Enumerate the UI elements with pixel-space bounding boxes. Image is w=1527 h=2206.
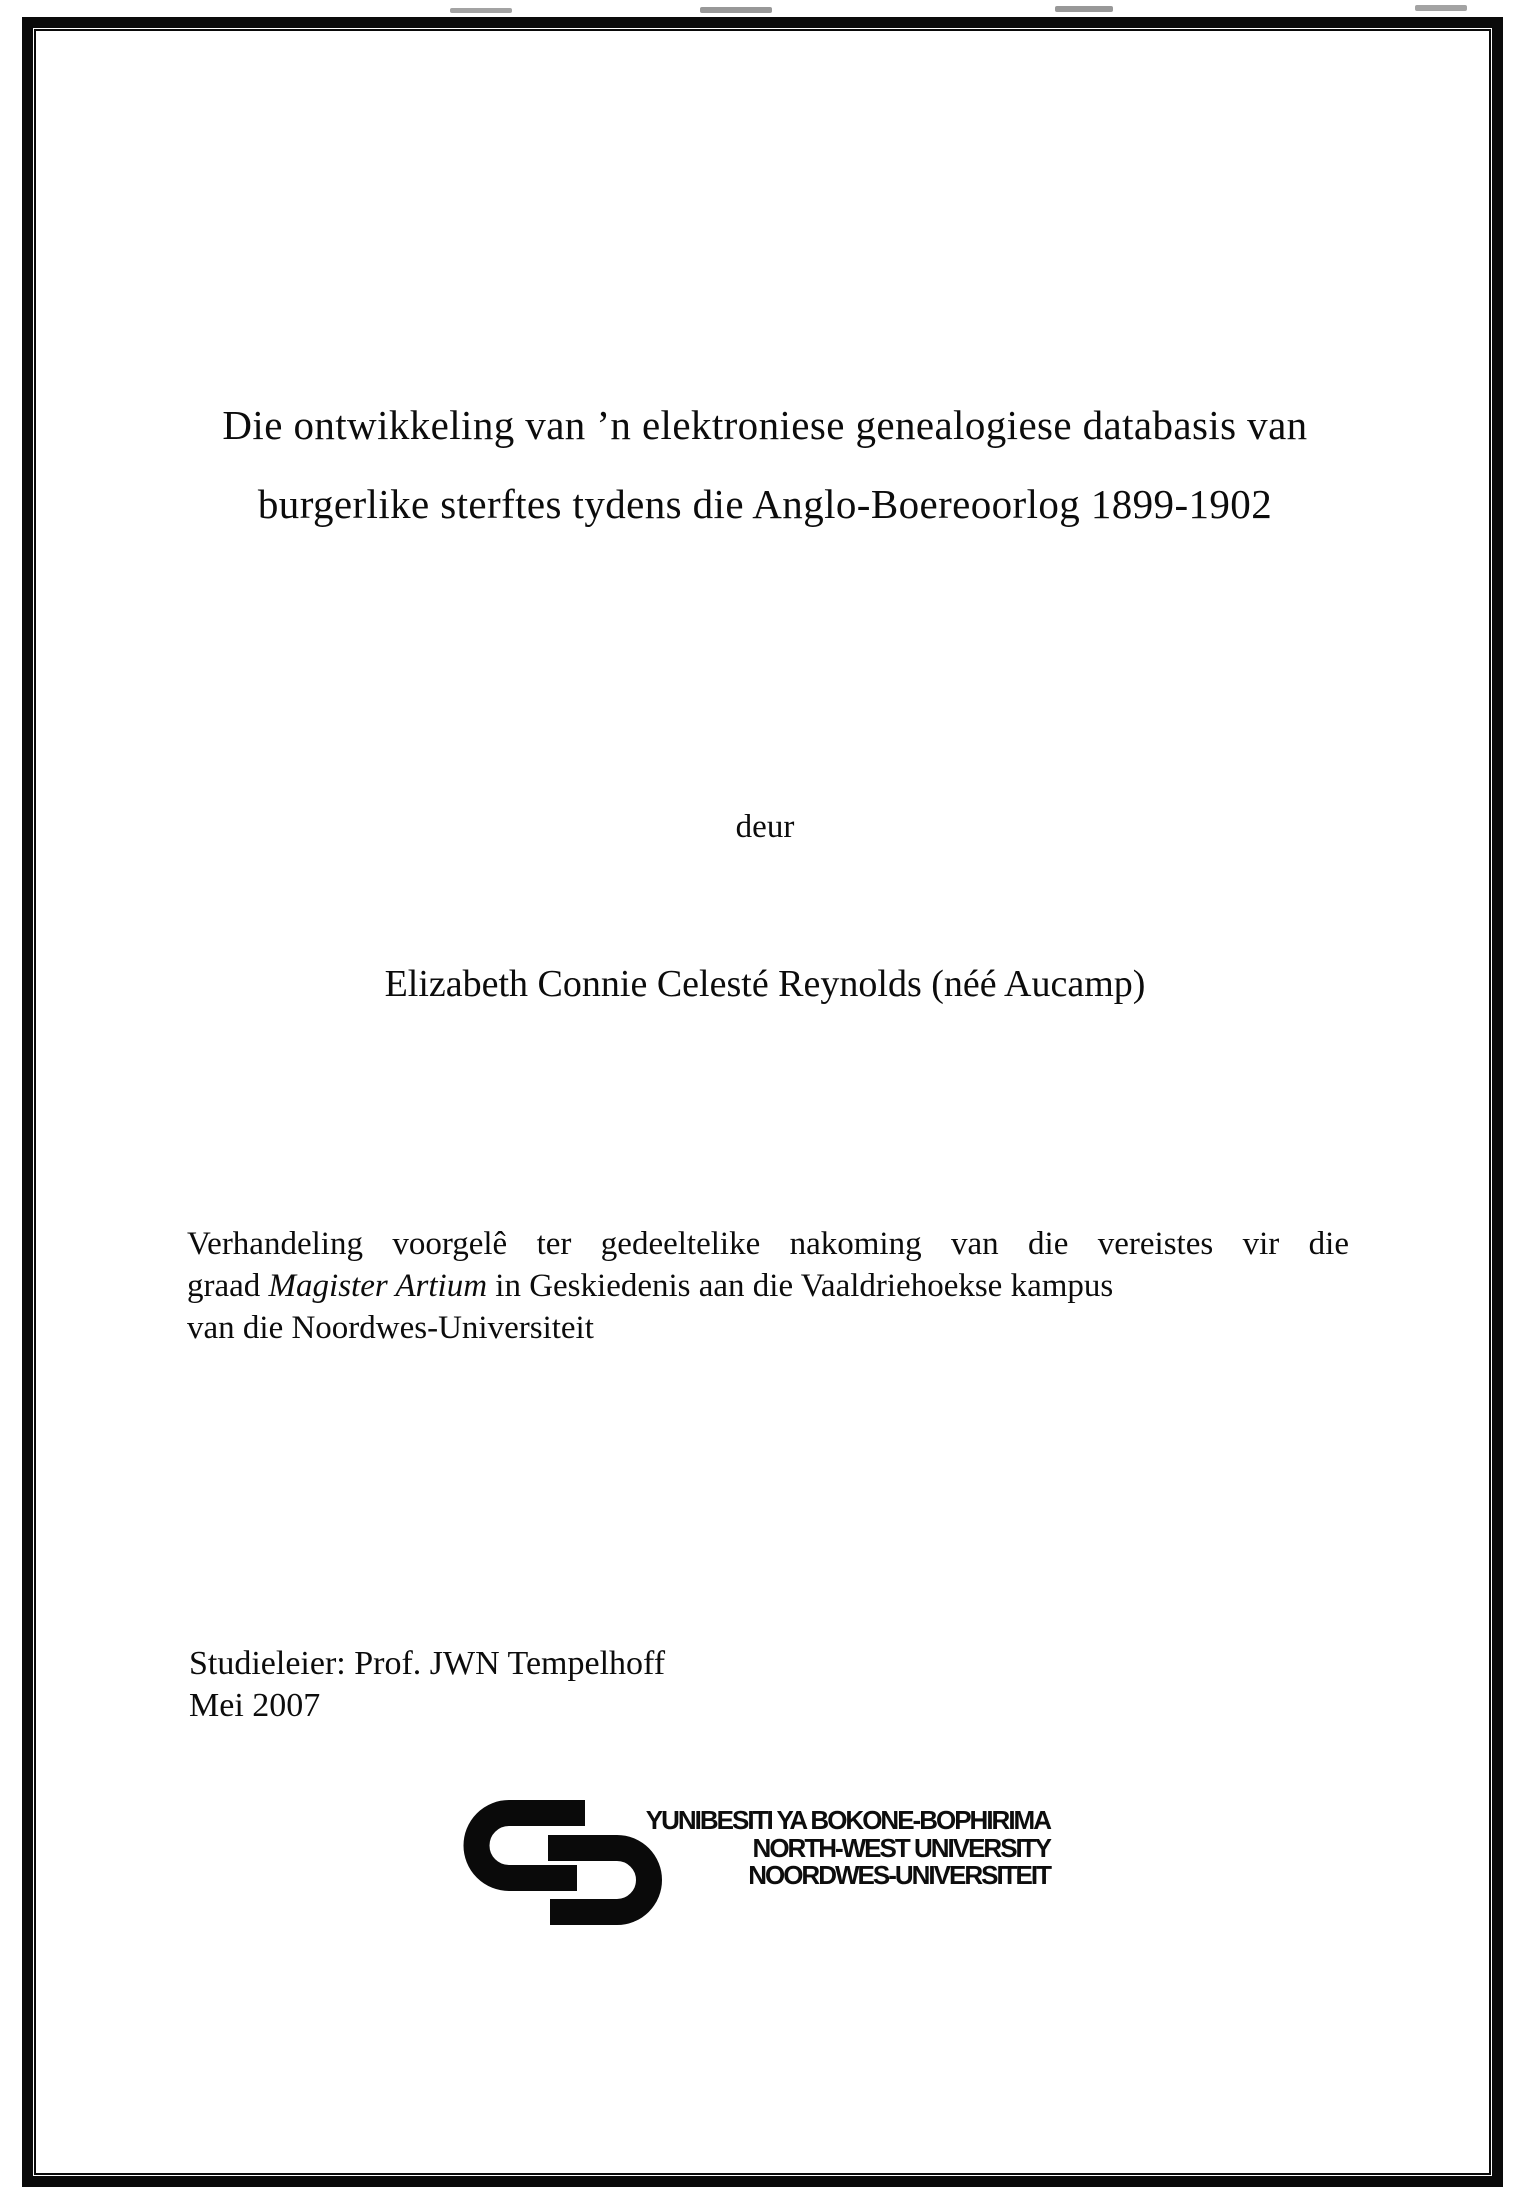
byline-label: deur	[735, 809, 795, 845]
degree-name-italic: Magister Artium	[268, 1268, 488, 1304]
scan-artifact	[1055, 6, 1113, 12]
thesis-title-line-2: burgerlike sterftes tydens die Anglo-Boereoorlog 1899-1902	[257, 481, 1273, 527]
scan-artifact	[700, 7, 772, 13]
university-name-setswana: YUNIBESITI YA BOKONE-BOPHIRIMA	[645, 1805, 1050, 1835]
thesis-title	[185, 386, 1345, 544]
scan-artifact	[450, 8, 512, 13]
supervisor-block	[189, 1643, 665, 1727]
statement-line-1: Verhandeling voorgelê ter gedeeltelike nakoming van die vereistes vir die	[187, 1226, 1349, 1262]
statement-line-2-suffix: in Geskiedenis aan die Vaaldriehoekse kampus	[487, 1268, 1114, 1304]
thesis-statement	[187, 1223, 1349, 1349]
scan-artifact	[1415, 5, 1467, 11]
statement-line-2-prefix: graad	[187, 1268, 269, 1304]
author-name: Elizabeth Connie Celesté Reynolds (néé Aucamp)	[384, 963, 1146, 1005]
university-name-english: NORTH-WEST UNIVERSITY	[752, 1832, 1050, 1863]
statement-line-3: van die Noordwes-Universiteit	[187, 1310, 594, 1346]
thesis-title-line-1: Die ontwikkeling van ’n elektroniese genealogiese databasis van	[222, 402, 1308, 448]
supervisor-line: Studieleier: Prof. JWN Tempelhoff	[189, 1645, 666, 1682]
university-name-block	[580, 1807, 1050, 1890]
statement-line-2	[187, 1265, 1349, 1307]
date-line: Mei 2007	[189, 1687, 321, 1724]
university-name-afrikaans: NOORDWES-UNIVERSITEIT	[748, 1860, 1050, 1890]
